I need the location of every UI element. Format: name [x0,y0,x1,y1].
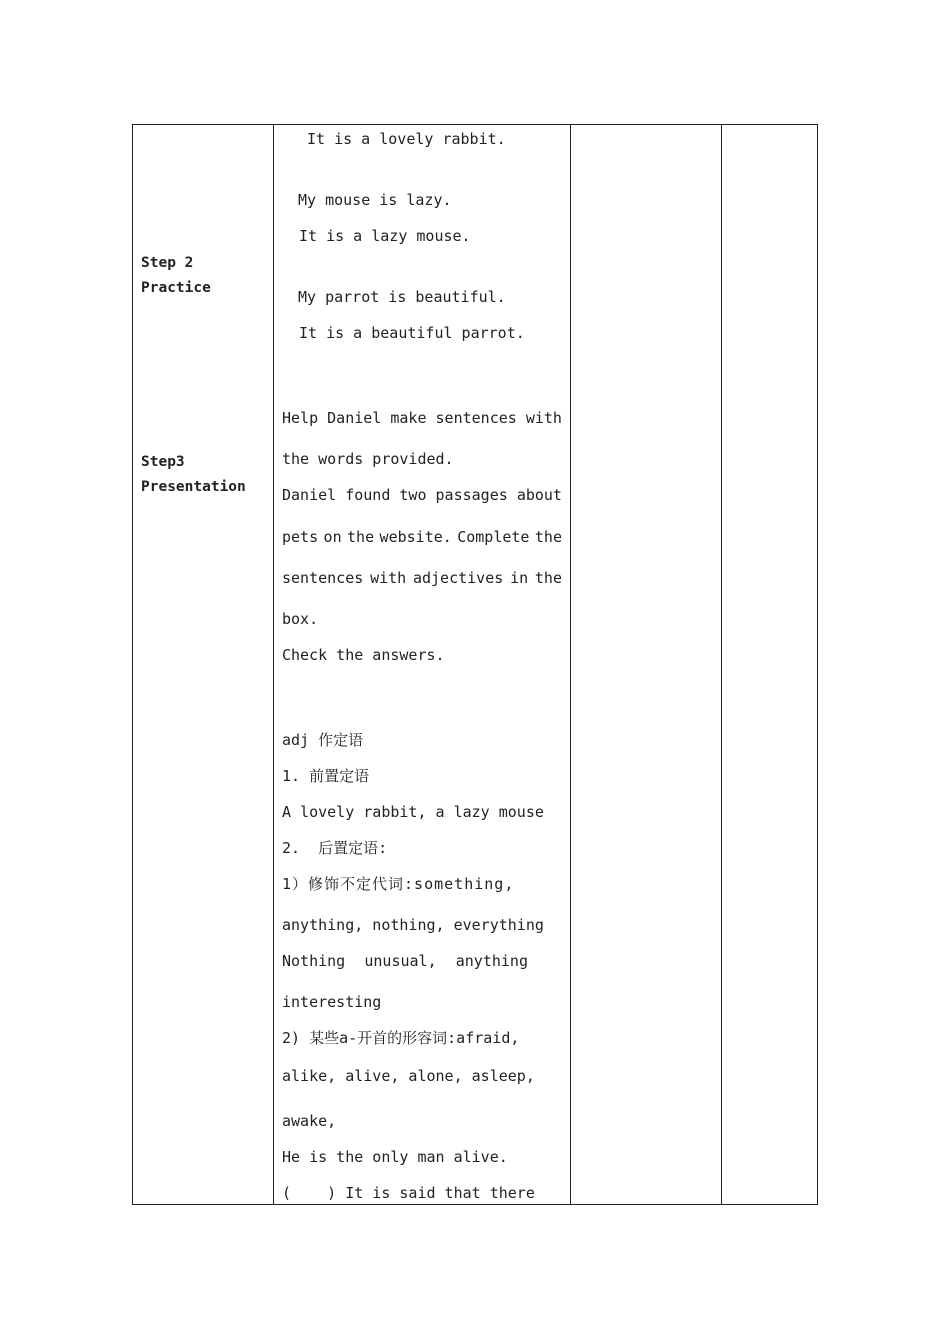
content-line-justified [282,486,562,504]
content-line: the words provided. [282,450,454,468]
content-line: 2) 某些a-开首的形容词:afraid, [282,1029,520,1047]
word: make [390,409,427,427]
word: adjectives [412,569,504,587]
word: sentences [282,569,364,587]
step3-title: Step3 [141,454,185,470]
content-line: Check the answers. [282,646,445,664]
content-line: He is the only man alive. [282,1148,508,1166]
word: in [510,569,529,587]
content-line: interesting [282,993,382,1011]
word: the [534,528,562,546]
content-line: 1. 前置定语 [282,767,370,785]
word: the [347,528,375,546]
content-line: alike, alive, alone, asleep, [282,1067,535,1085]
content-line: ( ) It is said that there [282,1184,535,1202]
word: the [534,569,562,587]
column-divider [273,125,274,1204]
content-line: It is a beautiful parrot. [299,324,525,342]
content-line: adj 作定语 [282,731,364,749]
word: passages [435,486,508,504]
content-line: 1）修饰不定代词:something, [282,875,515,893]
word: found [345,486,391,504]
step3-subtitle: Presentation [141,479,246,495]
column-divider [570,125,571,1204]
word: Daniel [282,486,337,504]
content-line-justified [282,409,562,427]
word: sentences [435,409,517,427]
content-line: It is a lovely rabbit. [307,130,506,148]
column-divider [721,125,722,1204]
word: about [516,486,562,504]
content-line: anything, nothing, everything [282,916,544,934]
word: Daniel [327,409,382,427]
content-line: My mouse is lazy. [298,191,452,209]
word: on [323,528,342,546]
word: website. [379,528,452,546]
word: unusual, [364,952,437,970]
content-line: box. [282,610,319,628]
word: anything [455,952,528,970]
step2-title: Step 2 [141,255,194,271]
content-line: 2. 后置定语: [282,839,388,857]
word: pets [282,528,319,546]
step2-subtitle: Practice [141,280,211,296]
content-line: A lovely rabbit, a lazy mouse [282,803,544,821]
word: with [525,409,562,427]
content-line: My parrot is beautiful. [298,288,506,306]
content-line-justified [282,569,562,587]
content-line-justified [282,528,562,546]
word: Help [282,409,319,427]
content-line: awake, [282,1112,337,1130]
word: Nothing [282,952,346,970]
content-line-justified [282,952,528,970]
content-line: It is a lazy mouse. [299,227,471,245]
word: Complete [457,528,530,546]
word: with [370,569,407,587]
word: two [399,486,427,504]
